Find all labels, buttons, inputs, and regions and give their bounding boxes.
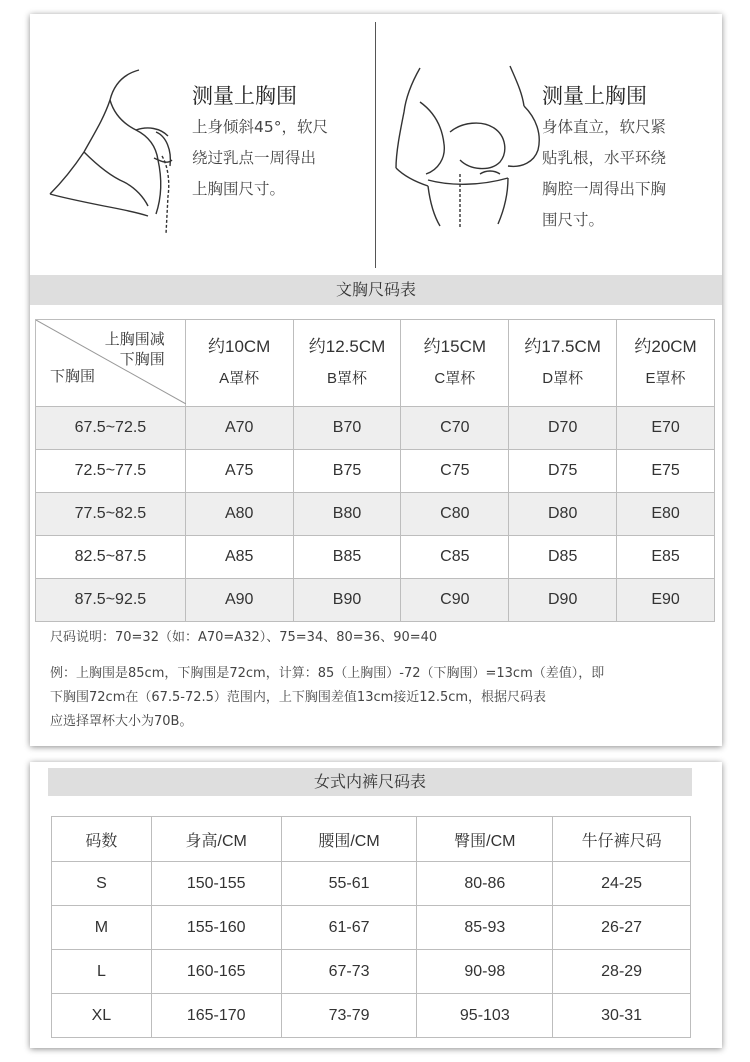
- size-cell: C70: [401, 407, 509, 450]
- table-row: [52, 862, 691, 906]
- table-cell: 155-160: [151, 906, 281, 950]
- table-cell: S: [52, 862, 152, 906]
- cup-diff: 约20CM: [634, 337, 697, 356]
- table-cell: 67-73: [281, 950, 417, 994]
- table-cell: 55-61: [281, 862, 417, 906]
- size-cell: B85: [293, 536, 401, 579]
- cup-header-cell: [293, 320, 401, 407]
- table-cell: 26-27: [553, 906, 691, 950]
- size-cell: D80: [509, 493, 617, 536]
- column-header: 身高/CM: [151, 817, 281, 862]
- table-row: [36, 579, 715, 622]
- size-cell: A90: [185, 579, 293, 622]
- column-header: 腰围/CM: [281, 817, 417, 862]
- table-row: [36, 407, 715, 450]
- bra-table-header-row: [36, 320, 715, 407]
- size-cell: E75: [617, 450, 715, 493]
- table-cell: 95-103: [417, 994, 553, 1038]
- size-cell: B80: [293, 493, 401, 536]
- cup-header-cell: [617, 320, 715, 407]
- under-bust-cell: 82.5~87.5: [36, 536, 186, 579]
- column-header: 码数: [52, 817, 152, 862]
- table-cell: 160-165: [151, 950, 281, 994]
- table-cell: L: [52, 950, 152, 994]
- under-bust-cell: 72.5~77.5: [36, 450, 186, 493]
- cup-diff: 约10CM: [207, 337, 271, 356]
- column-header: 臀围/CM: [417, 817, 553, 862]
- measure-upper-text: 上身倾斜45°，软尺 绕过乳点一周得出 上胸围尺寸。: [192, 118, 328, 198]
- cup-header-cell: [185, 320, 293, 407]
- size-cell: E85: [617, 536, 715, 579]
- table-cell: 85-93: [417, 906, 553, 950]
- bra-table-corner-cell: [36, 320, 186, 407]
- corner-top-label: 上胸围减 下胸围: [104, 331, 165, 368]
- size-cell: D75: [509, 450, 617, 493]
- table-cell: 30-31: [553, 994, 691, 1038]
- size-cell: C85: [401, 536, 509, 579]
- table-cell: 90-98: [417, 950, 553, 994]
- size-cell: E90: [617, 579, 715, 622]
- size-cell: A85: [185, 536, 293, 579]
- measure-under-bust-block: [376, 14, 722, 276]
- cup-header-cell: [509, 320, 617, 407]
- size-cell: E80: [617, 493, 715, 536]
- under-bust-illustration-icon: [390, 62, 550, 228]
- table-cell: 61-67: [281, 906, 417, 950]
- bra-table-title: 文胸尺码表: [30, 275, 722, 305]
- cup-label: C罩杯: [434, 370, 476, 387]
- bra-size-card: [30, 14, 722, 746]
- table-cell: 28-29: [553, 950, 691, 994]
- size-note: 尺码说明：70=32（如：A70=A32）、75=34、80=36、90=40: [50, 630, 438, 645]
- table-row: [52, 994, 691, 1038]
- table-row: [52, 906, 691, 950]
- panty-size-table: [51, 816, 691, 1038]
- table-row: [36, 536, 715, 579]
- panty-size-card: [30, 762, 722, 1048]
- measure-upper-title: 测量上胸围: [192, 84, 297, 108]
- column-header: 牛仔裤尺码: [553, 817, 691, 862]
- size-cell: B75: [293, 450, 401, 493]
- table-cell: 24-25: [553, 862, 691, 906]
- bra-size-table: [35, 319, 715, 622]
- table-row: [36, 450, 715, 493]
- measure-upper-bust-block: [30, 14, 376, 276]
- cup-diff: 约12.5CM: [308, 337, 386, 356]
- under-bust-cell: 67.5~72.5: [36, 407, 186, 450]
- size-cell: C90: [401, 579, 509, 622]
- under-bust-cell: 77.5~82.5: [36, 493, 186, 536]
- size-cell: D90: [509, 579, 617, 622]
- cup-label: D罩杯: [542, 370, 584, 387]
- cup-diff: 约15CM: [423, 337, 487, 356]
- table-cell: XL: [52, 994, 152, 1038]
- table-cell: M: [52, 906, 152, 950]
- size-cell: E70: [617, 407, 715, 450]
- cup-label: A罩杯: [219, 370, 260, 387]
- size-cell: A80: [185, 493, 293, 536]
- table-row: [52, 950, 691, 994]
- under-bust-cell: 87.5~92.5: [36, 579, 186, 622]
- size-cell: A75: [185, 450, 293, 493]
- measure-under-text: 身体直立，软尺紧 贴乳根，水平环绕 胸腔一周得出下胸 围尺寸。: [542, 118, 667, 229]
- cup-diff: 约17.5CM: [524, 337, 601, 356]
- table-cell: 73-79: [281, 994, 417, 1038]
- corner-bottom-label: 下胸围: [50, 368, 96, 385]
- cup-label: B罩杯: [327, 370, 368, 387]
- table-cell: 165-170: [151, 994, 281, 1038]
- size-cell: D85: [509, 536, 617, 579]
- measure-under-title: 测量上胸围: [542, 84, 647, 108]
- size-cell: D70: [509, 407, 617, 450]
- example-note: 例：上胸围是85cm，下胸围是72cm，计算：85（上胸围）-72（下胸围）=13cm（差值），即 下胸围72cm在（67.5-72.5）范围内，上下胸围差值13cm接近12.5cm，根据尺码表 应选择罩杯大小为70B。: [50, 666, 605, 729]
- cup-label: E罩杯: [645, 370, 686, 387]
- table-cell: 150-155: [151, 862, 281, 906]
- upper-bust-illustration-icon: [44, 66, 184, 242]
- size-cell: C80: [401, 493, 509, 536]
- table-cell: 80-86: [417, 862, 553, 906]
- panty-table-header-row: [52, 817, 691, 862]
- panty-table-title: 女式内裤尺码表: [48, 768, 692, 796]
- size-cell: B90: [293, 579, 401, 622]
- size-cell: B70: [293, 407, 401, 450]
- size-cell: C75: [401, 450, 509, 493]
- table-row: [36, 493, 715, 536]
- size-cell: A70: [185, 407, 293, 450]
- cup-header-cell: [401, 320, 509, 407]
